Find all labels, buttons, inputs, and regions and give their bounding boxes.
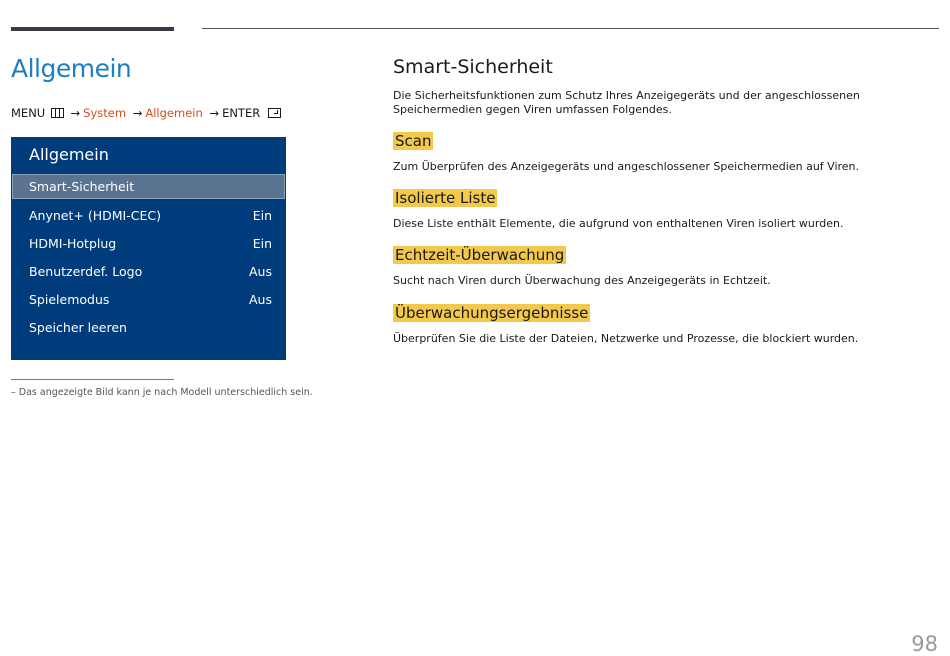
osd-item-value: Aus (249, 292, 272, 307)
header-rule-thick (11, 27, 174, 31)
subheading-isolierte-liste: Isolierte Liste (395, 189, 496, 207)
menu-path-enter: ENTER (222, 106, 261, 120)
page-number: 98 (911, 632, 938, 656)
osd-item-label: Speicher leeren (29, 320, 127, 335)
enter-icon (268, 108, 281, 118)
osd-item-value: Ein (252, 208, 272, 223)
description-isolierte-liste: Diese Liste enthält Elemente, die aufgrund von enthaltenen Viren isoliert wurden. (393, 217, 844, 230)
osd-item-speicher-leeren[interactable] (12, 315, 285, 340)
footnote: – Das angezeigte Bild kann je nach Modell unterschiedlich sein. (11, 387, 313, 398)
osd-item-label: Smart-Sicherheit (29, 179, 135, 194)
osd-item-benutzerdef-logo[interactable] (12, 259, 285, 284)
subheading-ueberwachungsergebnisse: Überwachungsergebnisse (395, 304, 589, 322)
osd-item-label: Benutzerdef. Logo (29, 264, 143, 279)
osd-item-value: Ein (252, 236, 272, 251)
section-title: Allgemein (11, 54, 132, 83)
menu-path-arrow: → (70, 106, 81, 120)
osd-item-value: Aus (249, 264, 272, 279)
menu-path-system: System (83, 106, 127, 120)
osd-item-label: HDMI-Hotplug (29, 236, 117, 251)
header-rule-thin (202, 28, 939, 29)
menu-path-arrow: → (132, 106, 143, 120)
osd-item-label: Anynet+ (HDMI-CEC) (29, 208, 161, 223)
osd-menu-title: Allgemein (29, 145, 109, 164)
intro-text: Die Sicherheitsfunktionen zum Schutz Ihres Anzeigegeräts und der angeschlossenen Speichermedien gegen Viren umfassen Folgendes. (393, 89, 860, 116)
menu-path (11, 106, 281, 120)
description-echtzeit-ueberwachung: Sucht nach Viren durch Überwachung des Anzeigegeräts in Echtzeit. (393, 274, 771, 287)
footnote-rule (11, 379, 174, 380)
osd-item-label: Spielemodus (29, 292, 110, 307)
osd-menu-panel (11, 137, 286, 360)
osd-item-hdmi-hotplug[interactable] (12, 231, 285, 256)
main-title: Smart-Sicherheit (393, 56, 553, 78)
menu-grid-icon (51, 108, 64, 118)
osd-item-smart-sicherheit[interactable] (12, 174, 285, 199)
menu-path-menu: MENU (11, 106, 46, 120)
menu-path-arrow: → (209, 106, 220, 120)
description-ueberwachungsergebnisse: Überprüfen Sie die Liste der Dateien, Netzwerke und Prozesse, die blockiert wurden. (393, 332, 859, 345)
menu-path-allgemein: Allgemein (145, 106, 203, 120)
osd-item-anynet[interactable] (12, 203, 285, 228)
description-scan: Zum Überprüfen des Anzeigegeräts und angeschlossener Speichermedien auf Viren. (393, 160, 860, 173)
subheading-echtzeit-ueberwachung: Echtzeit-Überwachung (395, 246, 565, 264)
subheading-scan: Scan (395, 132, 432, 150)
osd-item-spielemodus[interactable] (12, 287, 285, 312)
